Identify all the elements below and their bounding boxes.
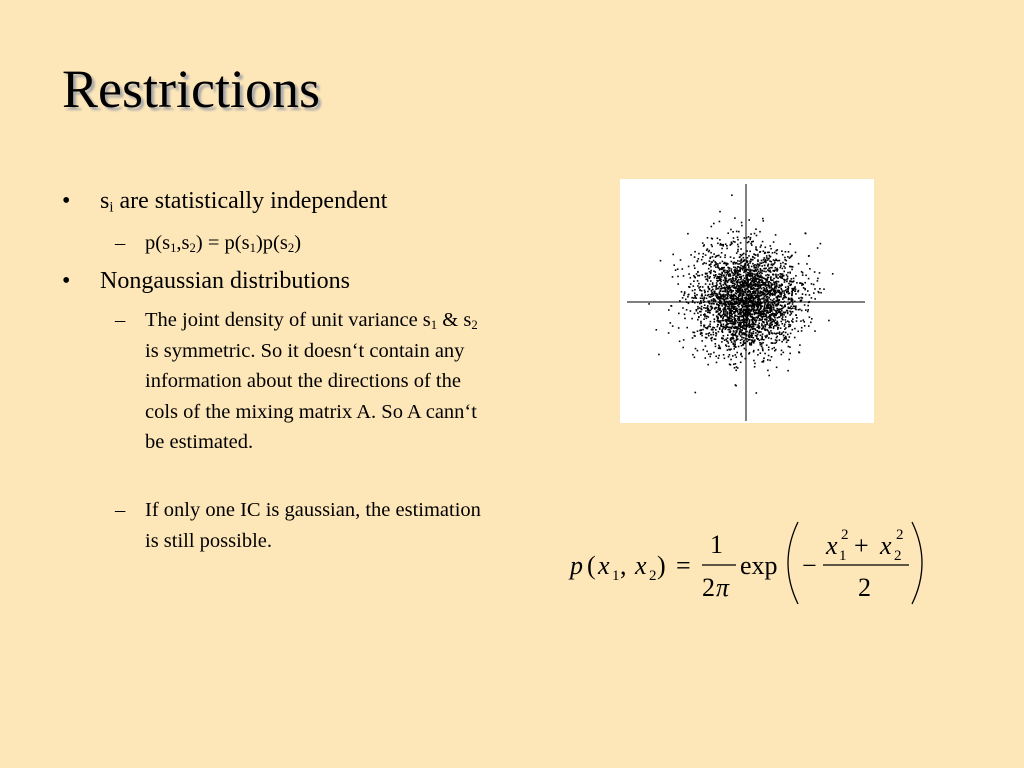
scatter-points [648, 194, 833, 393]
formula-inner-sq1: 2 [841, 527, 849, 543]
dash-marker: – [115, 232, 126, 254]
formula-x1: x [598, 551, 610, 580]
formula-inner-sub1: 1 [839, 548, 847, 564]
formula-exp: exp [740, 551, 778, 580]
formula-inner-x2: x [880, 531, 892, 560]
formula-big-close-paren [912, 522, 922, 604]
formula-comma: , [620, 551, 627, 580]
joint-density-formula [560, 518, 940, 610]
formula-inner-sub2: 2 [894, 548, 902, 564]
bullet-nongaussian [62, 266, 350, 296]
subbullet-joint-factorization [115, 228, 545, 259]
formula-open-paren: ( [587, 551, 596, 580]
formula-x2: x [635, 551, 647, 580]
slide-title: Restrictions [62, 59, 320, 119]
formula-fraction-den-2: 2 [702, 573, 715, 602]
formula-p: p [570, 551, 583, 580]
subbullet-one-gaussian [115, 495, 495, 556]
subbullet-symmetric-density [115, 305, 495, 458]
dash-marker: – [115, 309, 126, 331]
formula-inner-sq2: 2 [896, 527, 904, 543]
subbullet-text: The joint density of unit variance $s_1$ & $s_2$ is symmetric. So it doesn‘t contain any information about the directions of the cols of the mixing matrix A. So A cann‘t be estimated. [145, 309, 478, 453]
bullet-text: $s_i$ are statistically independent [100, 188, 388, 216]
subbullet-text: If only one IC is gaussian, the estimation is still possible. [145, 499, 481, 552]
bullet-marker: • [62, 268, 71, 294]
subbullet-text: $p(s_1,s_2) = p(s_1)p(s_2)$ [145, 232, 302, 256]
formula-plus: + [854, 531, 869, 560]
bullet-text: Nongaussian distributions [100, 268, 350, 294]
formula-sub1: 1 [612, 568, 620, 584]
formula-big-open-paren [788, 522, 798, 604]
dash-marker: – [115, 499, 126, 521]
formula-sub2: 2 [649, 568, 657, 584]
formula-pi: π [716, 573, 730, 602]
formula-minus: − [802, 551, 817, 580]
scatter-plot [620, 179, 874, 423]
formula-inner-x1: x [826, 531, 838, 560]
formula-inner-den: 2 [858, 573, 871, 602]
formula-equals: = [676, 551, 691, 580]
formula-close-paren: ) [657, 551, 666, 580]
bullet-marker: • [62, 188, 71, 214]
formula-fraction-numerator: 1 [710, 530, 723, 559]
bullet-independence [62, 186, 388, 216]
